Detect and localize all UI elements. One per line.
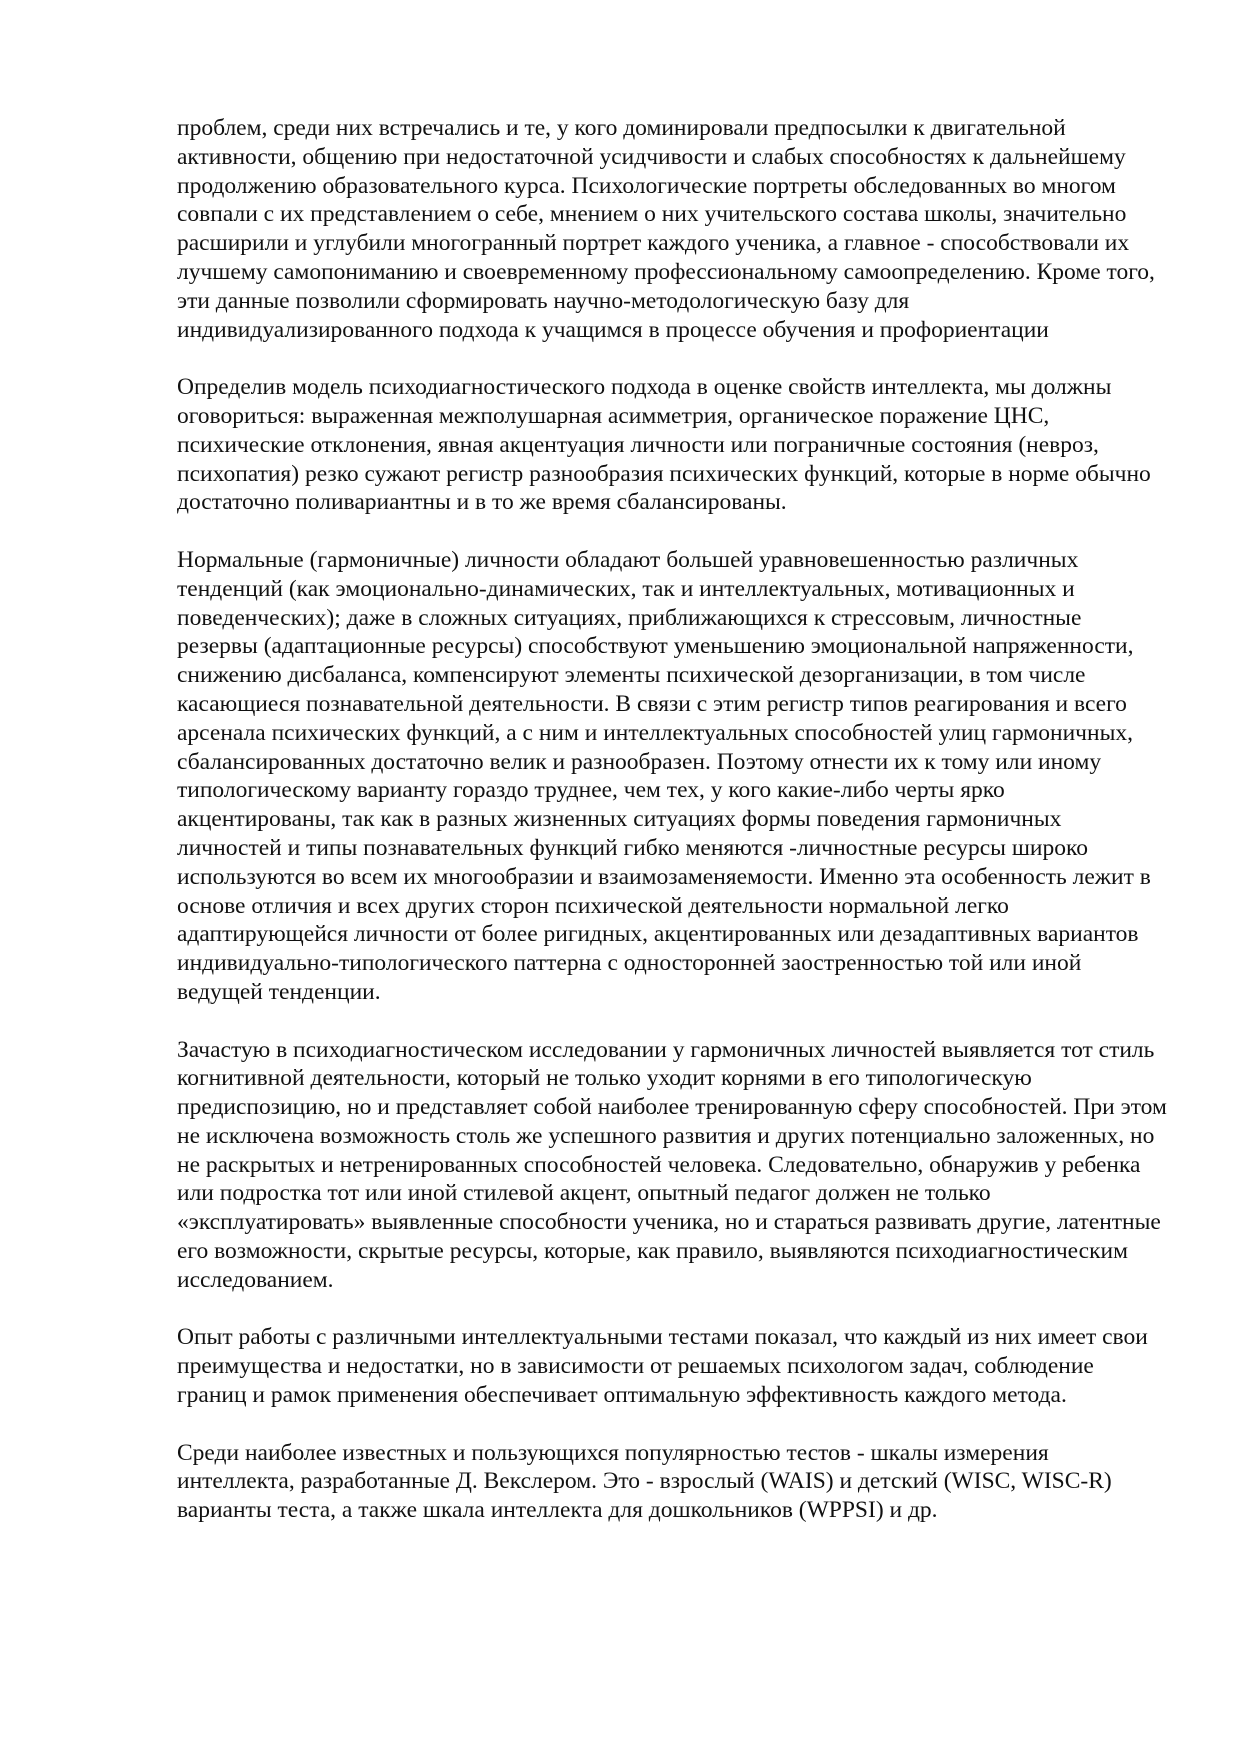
paragraph-3: Нормальные (гармоничные) личности обладают большей уравновешенностью различных тенденций (как эмоционально-динамических, так и интеллектуальных, мотивационных и поведенческих); даже в сложных ситуациях, приближающихся к стрессовым, личностные резервы (адаптационные ресурсы) способствуют уменьшению эмоциональной напряженности, снижению дисбаланса, компенсируют элементы психической дезорганизации, в том числе касающиеся познавательной деятельности. В связи с этим регистр типов реагирования и всего арсенала психических функций, а с ним и интеллектуальных способностей улиц гармоничных, сбалансированных достаточно велик и разнообразен. Поэтому отнести их к тому или иному типологическому варианту гораздо труднее, чем тех, у кого какие-либо черты ярко акцентированы, так как в разных жизненных ситуациях формы поведения гармоничных личностей и типы познавательных функций гибко меняются -личностные ресурсы широко используются во всем их многообразии и взаимозаменяемости. Именно эта особенность лежит в основе отличия и всех других сторон психической деятельности нормальной легко адаптирующейся личности от более ригидных, акцентированных или дезадаптивных вариантов индивидуально-типологического паттерна с односторонней заостренностью той или иной ведущей тенденции.	[177, 546, 1151, 1005]
paragraph-4: Зачастую в психодиагностическом исследовании у гармоничных личностей выявляется тот стиль когнитивной деятельности, который не только уходит корнями в его типологическую предиспозицию, но и представляет собой наиболее тренированную сферу способностей. При этом не исключена возможность столь же успешного развития и других потенциально заложенных, но не раскрытых и нетренированных способностей человека. Следовательно, обнаружив у ребенка или подростка тот или иной стилевой акцент, опытный педагог должен не только «эксплуатировать» выявленные способности ученика, но и стараться развивать другие, латентные его возможности, скрытые ресурсы, которые, как правило, выявляются психодиагностическим исследованием.	[177, 1036, 1167, 1293]
paragraph-5: Опыт работы с различными интеллектуальными тестами показал, что каждый из них имеет свои преимущества и недостатки, но в зависимости от решаемых психологом задач, соблюдение границ и рамок применения обеспечивает оптимальную эффективность каждого метода.	[177, 1324, 1148, 1409]
paragraph-2: Определив модель психодиагностического подхода в оценке свойств интеллекта, мы должны оговориться: выраженная межполушарная асимметрия, органическое поражение ЦНС, психические отклонения, явная акцентуация личности или пограничные состояния (невроз, психопатия) резко сужают регистр разнообразия психических функций, которые в норме обычно достаточно поливариантны и в то же время сбалансированы.	[177, 374, 1151, 516]
paragraph-1: проблем, среди них встречались и те, у кого доминировали предпосылки к двигательной активности, общению при недостаточной усидчивости и слабых способностях к дальнейшему продолжению образовательного курса. Психологические портреты обследованных во многом совпали с их представлением о себе, мнением о них учительского состава школы, значительно расширили и углубили многогранный портрет каждого ученика, а главное - способствовали их лучшему самопониманию и своевременному профессиональному самоопределению. Кроме того, эти данные позволили сформировать научно-методологическую базу для индивидуализированного подхода к учащимся в процессе обучения и профориентации	[177, 115, 1155, 343]
paragraph-6: Среди наиболее известных и пользующихся популярностью тестов - шкалы измерения интеллекта, разработанные Д. Векслером. Это - взрослый (WAIS) и детский (WISC, WISC-R) варианты теста, а также шкала интеллекта для дошкольников (WPPSI) и др.	[177, 1439, 1112, 1524]
document-body	[177, 114, 1167, 1525]
